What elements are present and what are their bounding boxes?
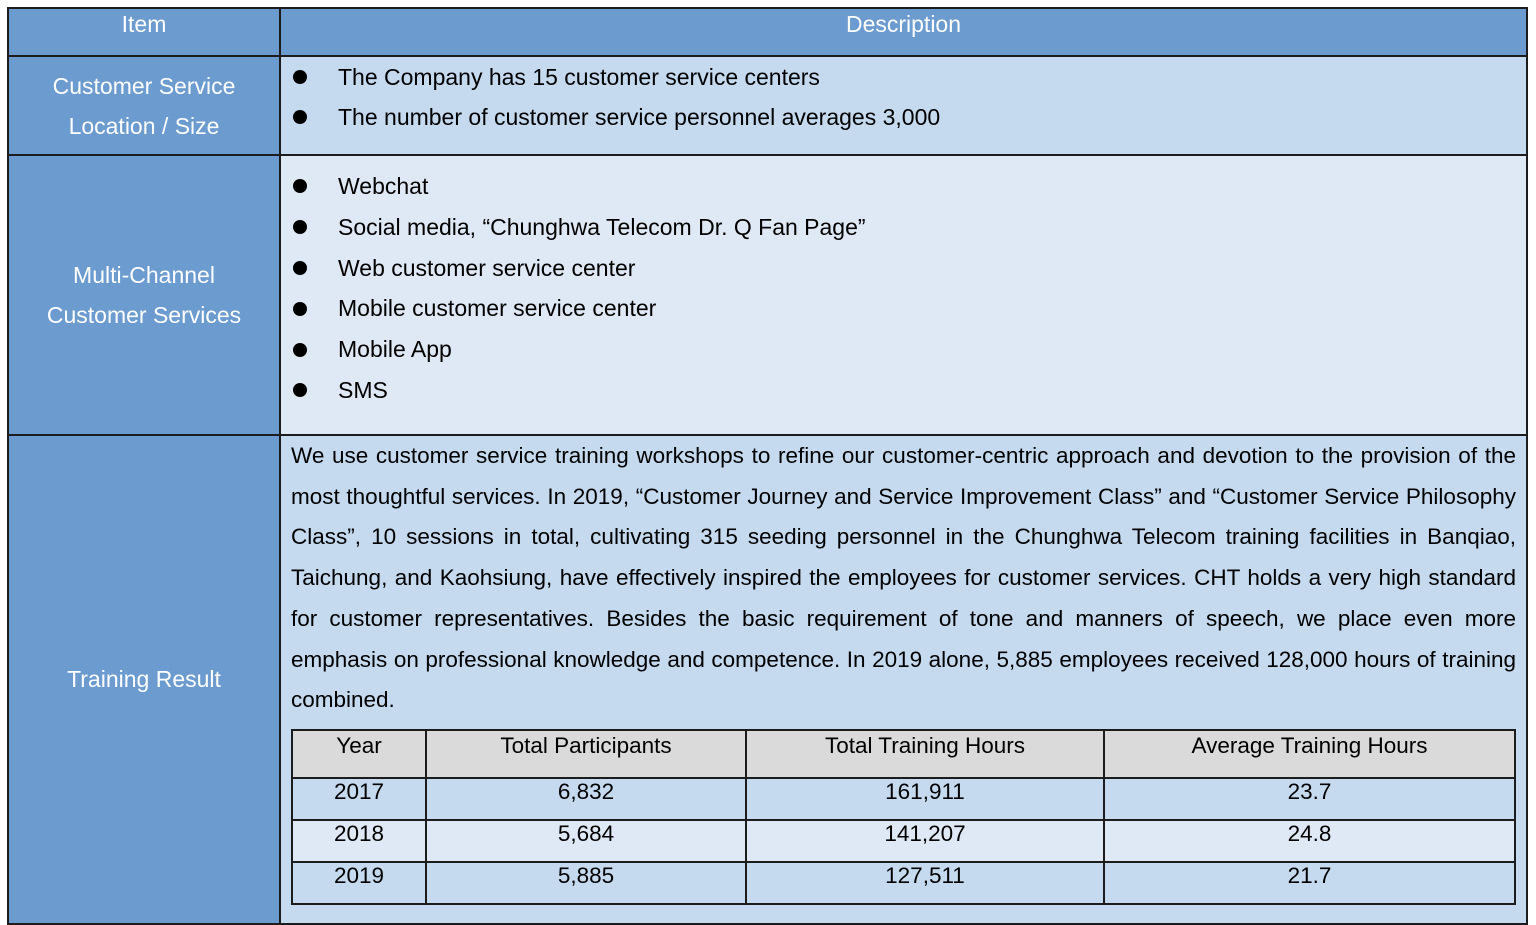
stats-header-average-hours: Average Training Hours [1104,730,1515,778]
cell-total-hours: 161,911 [746,778,1104,820]
table-row [292,820,1515,862]
row-channels [8,155,1527,435]
desc-training [280,435,1527,924]
list-item [281,370,1526,411]
stats-header-participants: Total Participants [426,730,746,778]
bullet-icon [293,383,307,397]
list-item [281,166,1526,207]
cell-participants: 5,885 [426,862,746,904]
cell-average-hours: 24.8 [1104,820,1515,862]
cell-year: 2017 [292,778,426,820]
stats-header-year: Year [292,730,426,778]
training-paragraph: We use customer service training workshops to refine our customer-centric approach and devotion to the provision of the most thoughtful services. In 2019, “Customer Journey and Service Improvement Class” and “Customer Service Philosophy Class”, 10 sessions in total, cultivating 315 seeding personnel in the Chunghwa Telecom training facilities in Banqiao, Taichung, and Kaohsiung, have effectively inspired the employees for customer services. CHT holds a very high standard for customer representatives. Besides the basic requirement of tone and manners of speech, we place even more emphasis on professional knowledge and competence. In 2019 alone, 5,885 employees received 128,000 hours of training combined. [291,443,1516,713]
cell-participants: 6,832 [426,778,746,820]
desc-channels [280,155,1527,435]
item-training: Training Result [8,435,280,924]
bullet-text: Mobile customer service center [338,295,657,322]
list-item [281,57,1526,97]
item-channels-line-2: Customer Services [46,302,242,328]
list-item [281,207,1526,248]
bullet-icon [293,343,307,357]
cell-participants: 5,684 [426,820,746,862]
header-row [8,8,1527,56]
cell-total-hours: 127,511 [746,862,1104,904]
item-location-line-1: Customer Service [52,72,236,99]
bullet-icon [293,220,307,234]
cell-average-hours: 21.7 [1104,862,1515,904]
item-location-line-2: Location / Size [68,112,220,139]
stats-header-total-hours: Total Training Hours [746,730,1104,778]
channels-bullet-list [281,156,1526,411]
row-training [8,435,1527,924]
desc-location [280,56,1527,155]
customer-service-table [7,7,1528,925]
location-bullet-list [281,57,1526,137]
bullet-text: SMS [338,376,388,403]
row-location [8,56,1527,155]
cell-year: 2019 [292,862,426,904]
stats-header-row [292,730,1515,778]
bullet-text: Mobile App [338,336,452,363]
list-item [281,288,1526,329]
bullet-icon [293,261,307,275]
list-item [281,329,1526,370]
list-item [281,97,1526,137]
cell-total-hours: 141,207 [746,820,1104,862]
bullet-text: The Company has 15 customer service centers [338,64,820,90]
item-location [8,56,280,155]
list-item [281,248,1526,289]
table-row [292,862,1515,904]
bullet-text: The number of customer service personnel averages 3,000 [338,104,941,130]
item-channels-line-1: Multi-Channel [73,262,215,288]
bullet-icon [293,302,307,316]
training-stats-table [291,729,1516,905]
bullet-icon [293,110,307,124]
bullet-icon [293,179,307,193]
bullet-text: Web customer service center [338,254,636,281]
bullet-text: Webchat [338,173,429,199]
cell-year: 2018 [292,820,426,862]
bullet-icon [293,70,307,84]
item-channels [8,155,280,435]
header-item: Item [8,8,280,56]
cell-average-hours: 23.7 [1104,778,1515,820]
table-row [292,778,1515,820]
bullet-text: Social media, “Chunghwa Telecom Dr. Q Fan Page” [338,213,866,240]
header-description: Description [280,8,1527,56]
